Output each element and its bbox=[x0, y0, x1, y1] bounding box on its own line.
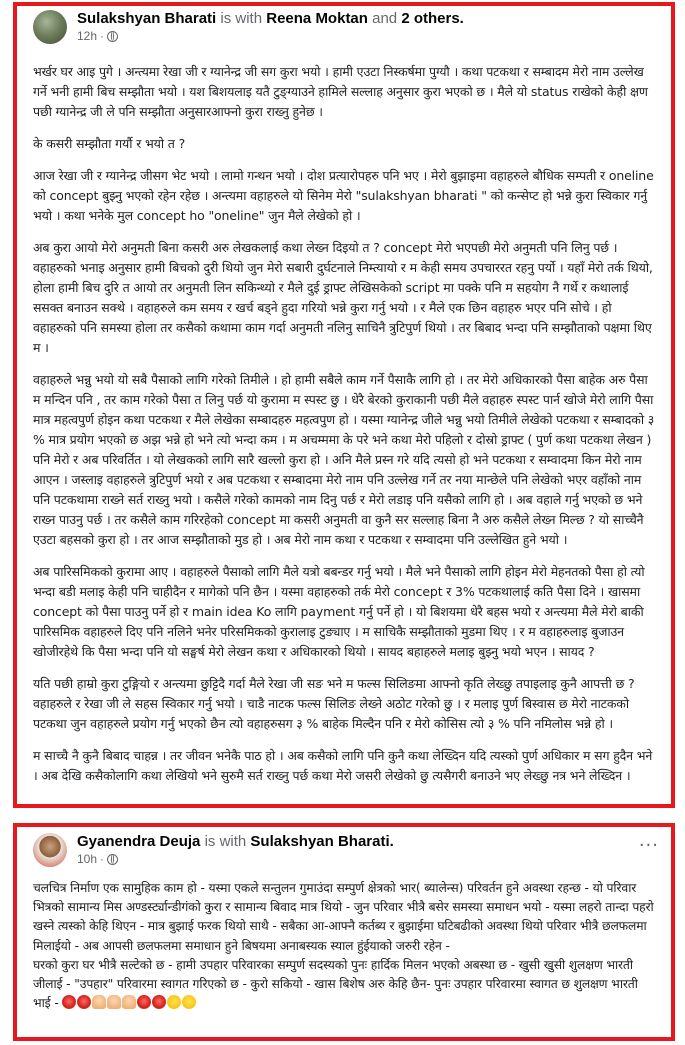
post-card-sulakshyan bbox=[13, 2, 675, 808]
post-author-line bbox=[77, 9, 661, 28]
author-name[interactable]: Sulakshyan Bharati bbox=[77, 10, 217, 27]
smile-emoji-icon bbox=[182, 995, 196, 1009]
post-body bbox=[33, 62, 657, 798]
post-paragraph: अब पारिसमिकको कुरामा आए । वहाहरुले पैसाको लागि मैले यत्रो बबन्डर गर्नु भयो । मैले भने पैसाको लागि होइन मेरो मेहनतको पैसा हो त्यो भन्दा बडी मलाइ केही पनि चाहीदैन र मागेको पनि छैन । यस्मा वहाहरुको तर्क मेरो concept र 3% पटकथालाई कति पैसा दिने । खासमा concept को पैसा पाउनु पर्ने हो र main idea Ko लागि payment गर्नु पर्ने हो । यो बिशयमा धेरै बहस भयो र अन्त्यमा मैले मेरो बाकी पारिसमिक वहाहरुले दिए पनि नलिने भनेर परिसमिकको कुरालाइ टुङ्याए । म साचिकै सम्झौताको मुडमा थिए । र म वहाहरुलाइ बुजाउन खोजीरहेथे कि पैसा भन्दा पनि यो सङ्घर्ष मेरो लेखन कथा र अधिकारको थियो । सायद बहाहरुले मलाइ बुझ्नु भयो भएन । सायद ? bbox=[33, 564, 645, 659]
post-paragraph: यति पछी हाम्रो कुरा टुङ्गियो र अन्त्यमा छुट्टिदै गर्दा मैले रेखा जी सङ भने म फल्स सिलिङमा आफ्नो कृति लेख्छु तपाइलाइ कुनै आपत्ती छ ? वहाहरुले र रेखा जी ले सहस स्विकार गर्नु भयो । चाडै नाटक फल्स सिलिङ लेख्ने अठोट गरेको छु । र मलाइ पुर्ण बिस्वास छ मेरो नाटकको पटकथा जुन वहाहरुले प्रयोग गर्नु भएको छैन त्यो वहाहरुसग ३ % बाहेक मिल्दैन पनि र मेरो कोसिस त्यो ३ % पनि नमिलोस भन्ने हो । bbox=[33, 676, 635, 731]
smile-emoji-icon bbox=[167, 995, 181, 1009]
post-paragraph: वहाहरुले भन्नु भयो यो सबै पैसाको लागि गरेको तिमीले । हो हामी सबैले काम गर्ने पैसाकै लागि हो । तर मेरो अधिकारको पैसा बाहेक अरु पैसा म मन्दिन पनि , तर काम गरेको पैसा त लिनु पर्छ यो कुरामा म स्पस्ट छु । धेरै बेरको कुराकानी पछी मैले वहाहरु स्पस्ट पार्न खोजे मेरो लागि पैसा मात्र महत्वपुर्ण होइन कथा पटकथा र मैले लेखेका सम्बादहरु महत्वपुण हो । यस्मा ग्यानेन्द्र जीले भन्नु भयो तिमीले लेखेको पटकथा र सम्बादको ३ % मात्र प्रयोग भएको छ अझ भन्ने हो भने त्यो भन्दा कम । म अचम्ममा के परे भने कथा मेरो पहिलो र दोस्रो ड्राफ्ट ( पुर्ण कथा पटकथा लेखन ) पनि मेरो र अब परिवर्तित । यो लेखकको लागि सारै खल्लो कुरा हो । अनि मैले प्रस्न गरे यदि त्यसो हो भने पटकथा र सम्वादमा किन मेरो नाम आएन । जस्लाइ वहाहरुले त्रुटिपुर्ण भयो र अब पटकथा र सम्बादमा मेरो नाम पनि उल्लेख गर्ने तर नया मान्छेले पनि लेखेको भएर वहाँको नाम पनि पटकथामा राख्ने सर्त राख्नु भयो । कसैले गरेको कामको नाम दिनु पर्छ र मेरो लडाइ पनि यसैको लागि हो । अब वहाले गर्नु भएको छ भने राख्न पाउनु पर्छ । तर कसैले काम गरिरहेको concept मा कसरी अनुमती वा कुनै सर सल्लाह बिना नै अरु कसैले लेख्न मिल्छ ? यो साच्चैनै एउटा बहसको कुरा हो । तर आज सम्झौताको मुड हो । अब मेरो नाम कथा र पटकथा र सम्वादमा पनि उल्लेखित हुने भयो । bbox=[33, 372, 655, 547]
rose-emoji-icon bbox=[77, 995, 91, 1009]
pray-emoji-icon bbox=[107, 995, 121, 1009]
rose-emoji-icon bbox=[137, 995, 151, 1009]
post-card-gyanendra bbox=[13, 823, 675, 1041]
avatar[interactable] bbox=[33, 833, 67, 867]
post-header bbox=[33, 10, 661, 44]
timestamp-row bbox=[77, 852, 661, 867]
post-paragraph: अब कुरा आयो मेरो अनुमती बिना कसरी अरु लेखकलाई कथा लेख्न दिइयो त ? concept मेरो भएपछी मेरो अनुमती पनि लिनु पर्छ । वहाहरुको भनाइ अनुसार हामी बिचको दुरी थियो जुन मेरो सबारी दुर्घटनाले निम्त्यायो र म केही समय उपचाररत रहनु पर्यो । यहाँ मेरो तर्क थियो, होला हामी बिच दुरि त आयो तर अनुमती लिन सकिन्थ्यो र मैले दुई ड्राफ्ट लेखिसकेको script मा पक्के पनि म सहयोग नै गर्थे र कथालाई ससक्त बनाउन सक्थे । वहाहरुले कम समय र खर्च बड्ने हुदा गरियो भन्ने कुरा गर्नु भयो । र मैले एक छिन वहाहरु भएर पनि सोचे । हो वहाहरुको पनि समस्या होला तर कसैको कथामा काम गर्दा अनुमती नलिनु साचिनै त्रुटिपुर्ण थियो । तर बिबाद भन्दा पनि सम्झौताको पक्षमा थिए म । bbox=[33, 240, 653, 355]
with-text: is with bbox=[220, 10, 263, 27]
with-text: is with bbox=[204, 833, 247, 850]
tagged-name[interactable]: Reena Moktan bbox=[266, 10, 368, 27]
rose-emoji-icon bbox=[152, 995, 166, 1009]
timestamp[interactable]: 12h bbox=[77, 29, 98, 43]
others-link[interactable]: 2 others. bbox=[401, 10, 464, 27]
emoji-row bbox=[62, 996, 197, 1010]
post-author-line bbox=[77, 832, 661, 856]
post-paragraph: के कसरी सम्झौता गर्यौ र भयो त ? bbox=[33, 136, 186, 151]
pray-emoji-icon bbox=[92, 995, 106, 1009]
post-paragraph: म साच्चै नै कुनै बिबाद चाहन्न । तर जीवन भनेकै पाठ हो । अब कसैको लागि पनि कुनै कथा लेख्दिन यदि त्यस्को पुर्ण अधिकार म सग हुदैन भने । अब देखि कसैकोलागि कथा लेखियो भने सुरुमै सर्त राख्नु पर्छ कथा मेरो जसरी लेखेको छु त्यसैगरी बनाउने भए लेख्छु नत्र भने लेख्दिन । bbox=[33, 748, 653, 783]
and-text: and bbox=[372, 10, 398, 27]
post-paragraph: चलचित्र निर्माण एक सामुहिक काम हो - यस्मा एकले सन्तुलन गुमाउंदा सम्पुर्ण क्षेत्रको भार( ब्यालेन्स) परिवर्तन हुने अवस्था रहन्छ - यो परिवार भित्रको सामान्य मिस अण्डर्स्ट्यान्डीगंको कुरा र सामान्य बिवाद मात्र थियो - जुन परिवार भीत्रै बसेर समस्या समाधन भयो - यस्मा लहरो तान्दा पहरो खस्ने त्यस्को केहि थिएन - मात्र बुझाई फरक थियो साथै - सबैका आ-आफ्नै कर्तब्य र बुझाईमा घटिबढीको अवस्था थियो परिवार भीत्रै छलफलमा मिलाईयो - अब आपसी छलफलमा समाधान हुने बिषयमा अनाबस्यक स्याल हुंईयाको जरुरी रहेन - bbox=[33, 881, 654, 953]
more-options-icon[interactable]: ··· bbox=[638, 835, 659, 856]
timestamp[interactable]: 10h bbox=[77, 852, 98, 866]
post-paragraph: घरको कुरा घर भीत्रै सल्टेको छ - हामी उपहार परिवारका सम्पुर्ण सदस्यको पुनः हार्दिक मिलन भएको अबस्था छ - खुसी खुसी शुलक्षण भारती जीलाई - "उपहार" परिवारमा स्वागत गरिएको छ - कुरो सकियो - खास बिशेष अरु केहि छैन- पुनः उपहार परिवारमा स्वागत छ शुलक्षण भारती भाई - bbox=[33, 957, 638, 1011]
post-paragraph: भर्खर घर आइ पुगे । अन्त्यमा रेखा जी र ग्यानेन्द्र जी सग कुरा भयो । हामी एउटा निस्कर्षमा पुग्यौ । कथा पटकथा र सम्बादम मेरो नाम उल्लेख गर्ने भनी हामी बिच सम्झौता भयो । यश बिशयलाइ यतै टुङ्ग्याउने हामिले सल्लाह अनुसार कुरा भएको छ । मैले यो status राखेको केही क्षण पछी ग्यानेन्द्र जी ले पनि सम्झौता अनुसारआफ्नो कुरा राख्नु हुनेछ । bbox=[33, 64, 648, 119]
rose-emoji-icon bbox=[62, 995, 76, 1009]
post-paragraph: आज रेखा जी र ग्यानेन्द्र जीसग भेट भयो । लामो गन्थन भयो । दोश प्रत्यारोपहरु पनि भए । मेरो बुझाइमा वहाहरुले बौधिक सम्पती र oneline को concept बुझ्नु भएको रहेन रहेछ । अन्त्यमा वहाहरुले यो सिनेम मेरो "sulakshyan bharati " को कन्सेप्ट हो भन्ने कुरा स्विकार गर्नु भयो । कथा भनेके मुल concept ho "oneline" जुन मैले लेखेको हो । bbox=[33, 168, 654, 223]
globe-icon bbox=[107, 854, 118, 865]
post-body bbox=[33, 879, 657, 1013]
post-paragraph-closing bbox=[33, 956, 657, 1014]
post-meta bbox=[77, 9, 661, 44]
globe-icon bbox=[107, 31, 118, 42]
avatar[interactable] bbox=[33, 10, 67, 44]
timestamp-row bbox=[77, 29, 661, 44]
pray-emoji-icon bbox=[122, 995, 136, 1009]
separator-dot: · bbox=[100, 852, 105, 866]
post-meta bbox=[77, 832, 661, 867]
tagged-name[interactable]: Sulakshyan Bharati. bbox=[250, 833, 394, 850]
separator-dot: · bbox=[100, 29, 105, 43]
post-header bbox=[33, 833, 661, 867]
author-name[interactable]: Gyanendra Deuja bbox=[77, 833, 201, 850]
